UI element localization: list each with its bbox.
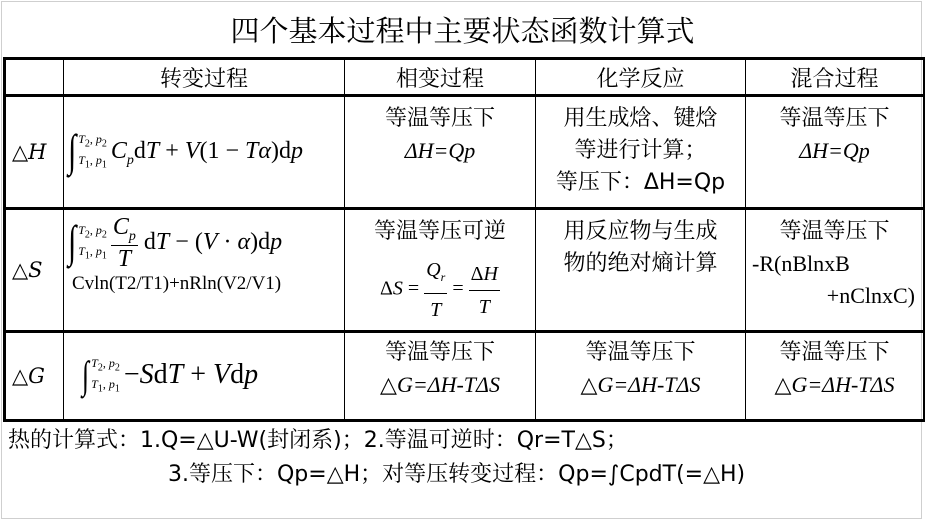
footer-line-2: 3.等压下：Qp=△H；对等压转变过程：Qp=∫CpdT(=△H) [168,462,746,487]
mix-dG [746,332,925,421]
symbol-dH: △H [5,96,64,209]
formula-dS: ∫ $T_2$, $p_2$ $T_1$, $p_1$ $\frac{C_p}{T}$ dT − (V · α)dp Cvln(T2/T1)+nRln(V2/V1) [64,209,345,332]
phase-dH-line1: 等温等压下 [384,106,495,131]
header-chem: 化学反应 [536,59,746,96]
chem-dH-line1: 用生成焓、键焓 [563,106,718,131]
header-row [5,59,925,96]
symbol-dG: △G [5,332,64,421]
row-entropy [5,209,925,332]
chem-dS [536,209,746,332]
chem-dS-line1: 用反应物与生成 [563,219,718,244]
mix-dG-line2: △G=ΔH-TΔS [774,372,895,397]
chem-dH [536,96,746,209]
mix-dS-line3: +nClnxC) [826,283,915,308]
formula-dG: ∫ $T_2$, $p_2$ $T_1$, $p_1 -SdT$ + Vdp [64,332,345,421]
mix-dG-line1: 等温等压下 [779,340,890,365]
mix-dH-line1: 等温等压下 [779,106,890,131]
chem-dG [536,332,746,421]
chem-dG-line2: △G=ΔH-TΔS [580,372,701,397]
phase-dG-line1: 等温等压下 [384,340,495,365]
phase-dS-line1: 等温等压可逆 [373,219,506,244]
chem-dH-line2: 等进行计算； [574,138,707,163]
header-mix: 混合过程 [746,59,925,96]
header-transform: 转变过程 [64,59,345,96]
corner-cell [5,59,64,96]
chem-dH-line3: 等压下：ΔH=Qp [555,170,726,195]
phase-dG-line2: △G=ΔH-TΔS [380,372,500,397]
mix-dS-line1: 等温等压下 [779,219,890,244]
phase-dS-formula: ΔS = $\frac{Q_r}{T}$ = $\frac{\Delta H}{T}$ [345,254,535,326]
row-gibbs [5,332,925,421]
mix-dS [746,209,925,332]
formula-dS-line2: Cvln(T2/T1)+nRln(V2/V1) [72,272,282,294]
header-phase: 相变过程 [345,59,536,96]
chem-dS-line2: 物的绝对熵计算 [563,251,718,276]
mix-dS-line2: -R(nBlnxB [752,251,850,276]
phase-dH-line2: ΔH=Qp [404,138,476,163]
symbol-dS: △S [5,209,64,332]
chem-dG-line1: 等温等压下 [585,340,696,365]
phase-dS [345,209,536,332]
phase-dG [345,332,536,421]
row-enthalpy [5,96,925,209]
mix-dH [746,96,925,209]
slide-title: 四个基本过程中主要状态函数计算式 [230,14,695,48]
phase-dH [345,96,536,209]
formula-dH: ∫ $T_2$, $p_2$ $T_1$, $p_1C_pdT + V(1 - T\alpha)dp$ [64,96,345,209]
formula-table [3,57,925,422]
mix-dH-line2: ΔH=Qp [799,138,870,163]
footer-line-1: 热的计算式：1.Q=△U-W(封闭系)；2.等温可逆时：Qr=T△S； [8,428,628,453]
